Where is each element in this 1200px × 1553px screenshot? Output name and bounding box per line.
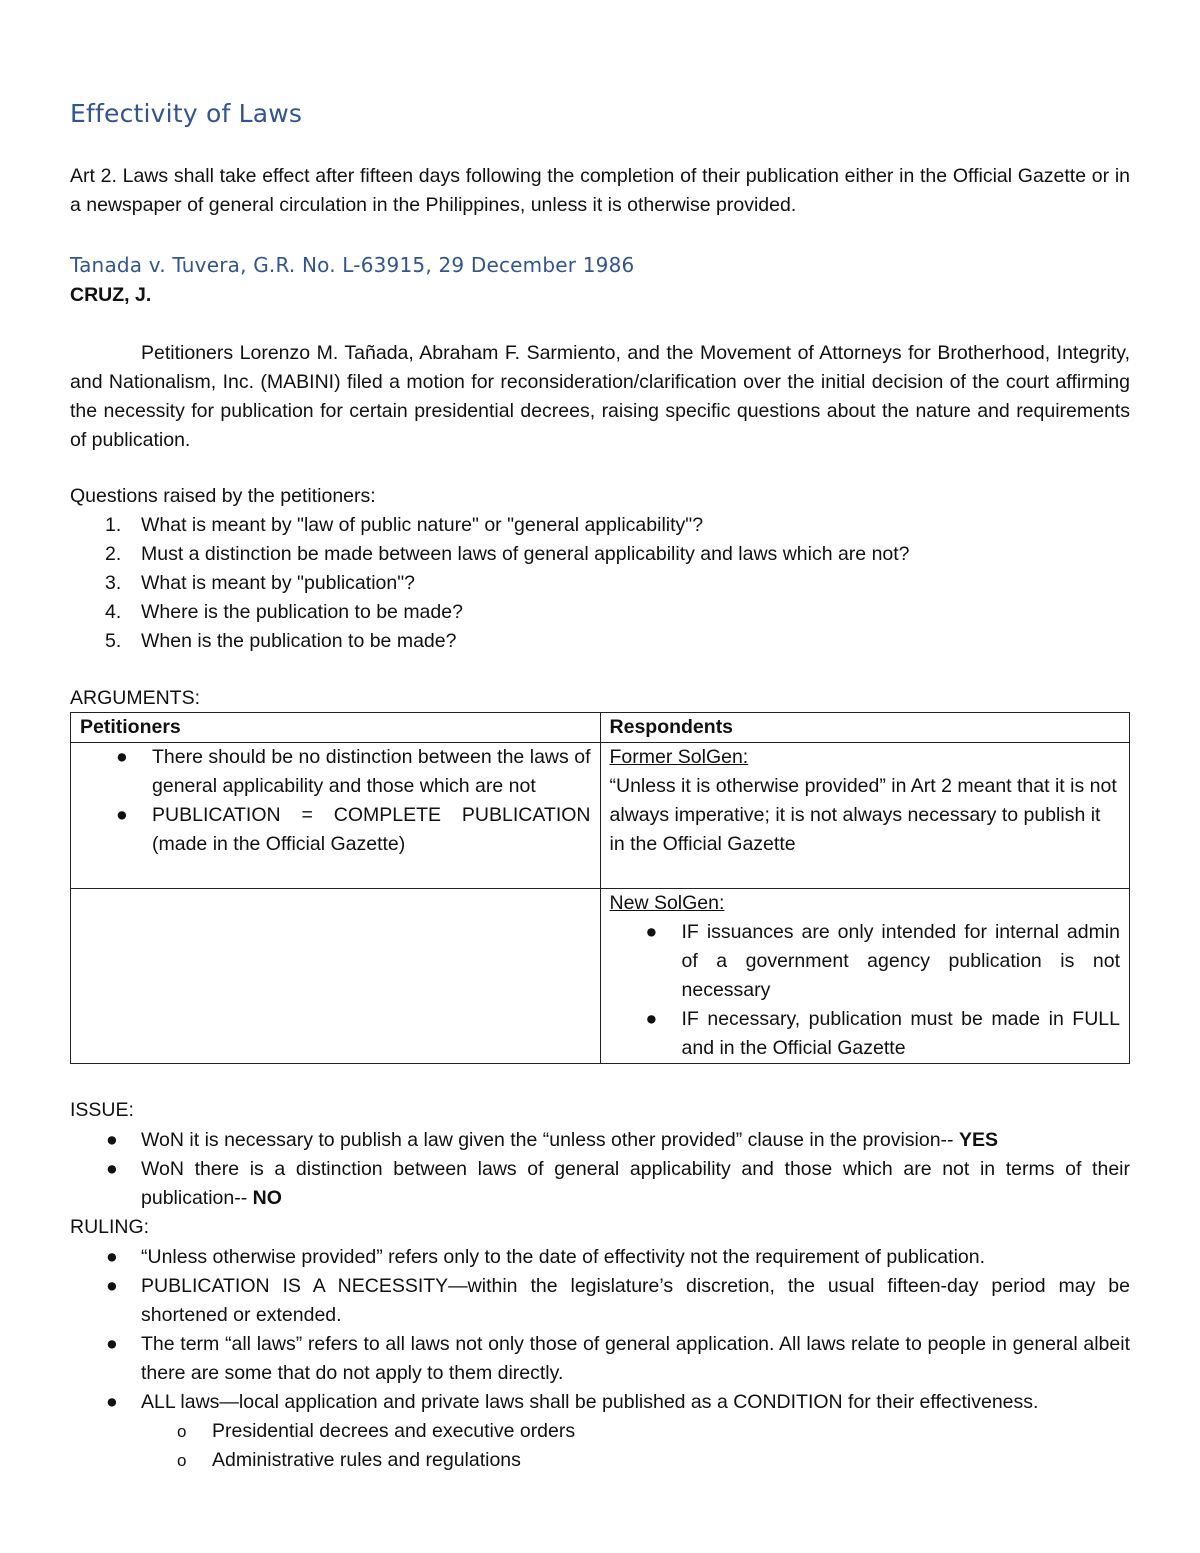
column-header-petitioners: Petitioners [71, 713, 601, 743]
list-item [70, 1243, 1130, 1272]
table-header-row [71, 713, 1130, 743]
question-number: 1. [105, 514, 122, 536]
arguments-label: ARGUMENTS: [70, 687, 201, 709]
question-text: What is meant by "law of public nature" or "general applicability"? [141, 514, 704, 536]
new-solgen-points [610, 918, 1120, 1063]
question-item [70, 540, 910, 569]
ruling-label: RULING: [70, 1216, 150, 1238]
table-row [71, 889, 1130, 1064]
issue-answer: NO [252, 1187, 282, 1209]
question-text: When is the publication to be made? [141, 630, 457, 652]
page-title: Effectivity of Laws [70, 99, 303, 128]
new-solgen-label: New SolGen: [609, 892, 725, 914]
new-solgen-cell [600, 889, 1129, 1064]
bullet-icon: ● [106, 1246, 118, 1268]
arguments-table [70, 712, 1130, 1064]
question-item [70, 569, 910, 598]
question-item [70, 627, 910, 656]
questions-label: Questions raised by the petitioners: [70, 485, 376, 507]
empty-cell [71, 889, 601, 1064]
list-item [141, 1417, 1130, 1446]
list-item [80, 801, 591, 859]
questions-list [70, 511, 910, 656]
argument-text: PUBLICATION = COMPLETE PUBLICATION (made in the Official Gazette) [152, 804, 591, 855]
article-text: Art 2. Laws shall take effect after fifteen days following the completion of their publication either in the Official Gazette or in a newspaper of general circulation in the Philippines, unless it is otherwise provided. [70, 165, 1130, 216]
question-text: Where is the publication to be made? [141, 601, 463, 623]
facts-paragraph: Petitioners Lorenzo M. Tañada, Abraham F. Sarmiento, and the Movement of Attorneys for Brotherhood, Integrity, and Nationalism, Inc. (MABINI) filed a motion for reconsideration/clarification over the initial decision of the court affirming the necessity for publication for certain presidential decrees, raising specific questions about the nature and requirements of publication. [70, 342, 1130, 451]
list-item [141, 1446, 1130, 1475]
bullet-icon: ● [106, 1391, 118, 1413]
bullet-icon: ● [106, 1275, 118, 1297]
subpoint-text: Presidential decrees and executive orders [212, 1420, 576, 1442]
column-header-respondents: Respondents [600, 713, 1129, 743]
question-item [70, 511, 910, 540]
list-item [610, 918, 1120, 1005]
issue-text: WoN it is necessary to publish a law given the “unless other provided” clause in the provision-- [141, 1129, 959, 1151]
ruling-subpoints [141, 1417, 1130, 1475]
hollow-bullet-icon: o [177, 1451, 187, 1470]
list-item [70, 1388, 1130, 1475]
question-number: 2. [105, 543, 122, 565]
argument-text: IF issuances are only intended for internal admin of a government agency publication is not necessary [681, 921, 1120, 1001]
list-item [70, 1330, 1130, 1388]
argument-text: There should be no distinction between the laws of general applicability and those which are not [152, 746, 591, 797]
question-text: Must a distinction be made between laws of general applicability and laws which are not? [141, 543, 910, 565]
subpoint-text: Administrative rules and regulations [212, 1449, 521, 1471]
bullet-icon: ● [106, 1158, 118, 1180]
list-item [80, 743, 591, 801]
former-solgen-text: “Unless it is otherwise provided” in Art 2 meant that it is not always imperative; it is not always necessary to publish it in the Official Gazette [609, 775, 1117, 855]
ruling-text: PUBLICATION IS A NECESSITY—within the legislature’s discretion, the usual fifteen-day period may be shortened or extended. [141, 1275, 1130, 1326]
former-solgen-label: Former SolGen: [609, 746, 749, 768]
bullet-icon: ● [106, 1333, 118, 1355]
question-item [70, 598, 910, 627]
argument-text: IF necessary, publication must be made in FULL and in the Official Gazette [681, 1008, 1120, 1059]
bullet-icon: ● [106, 1129, 118, 1151]
hollow-bullet-icon: o [177, 1422, 187, 1441]
list-item [610, 1005, 1120, 1063]
petitioners-cell [71, 743, 601, 889]
ruling-text: “Unless otherwise provided” refers only to the date of effectivity not the requirement of publication. [141, 1246, 986, 1268]
petitioners-arguments-list [80, 743, 591, 859]
question-number: 4. [105, 601, 122, 623]
table-row [71, 743, 1130, 889]
question-number: 5. [105, 630, 122, 652]
bullet-icon: ● [645, 1008, 658, 1030]
ponente: CRUZ, J. [70, 284, 152, 306]
question-text: What is meant by "publication"? [141, 572, 415, 594]
issues-list [70, 1126, 1130, 1213]
rulings-list [70, 1243, 1130, 1475]
bullet-icon: ● [645, 921, 658, 943]
issue-answer: YES [958, 1129, 998, 1151]
issue-label: ISSUE: [70, 1099, 134, 1121]
question-number: 3. [105, 572, 122, 594]
issue-text: WoN there is a distinction between laws of general applicability and those which are not in terms of their publication-- [141, 1158, 1130, 1209]
list-item [70, 1126, 1130, 1155]
list-item [70, 1272, 1130, 1330]
list-item [70, 1155, 1130, 1213]
ruling-text: ALL laws—local application and private laws shall be published as a CONDITION for their effectiveness. [141, 1391, 1039, 1413]
bullet-icon: ● [116, 804, 128, 826]
bullet-icon: ● [116, 746, 128, 768]
ruling-text: The term “all laws” refers to all laws not only those of general application. All laws relate to people in general albeit there are some that do not apply to them directly. [141, 1333, 1130, 1384]
case-title: Tanada v. Tuvera, G.R. No. L-63915, 29 December 1986 [70, 253, 635, 277]
former-solgen-cell [600, 743, 1129, 889]
